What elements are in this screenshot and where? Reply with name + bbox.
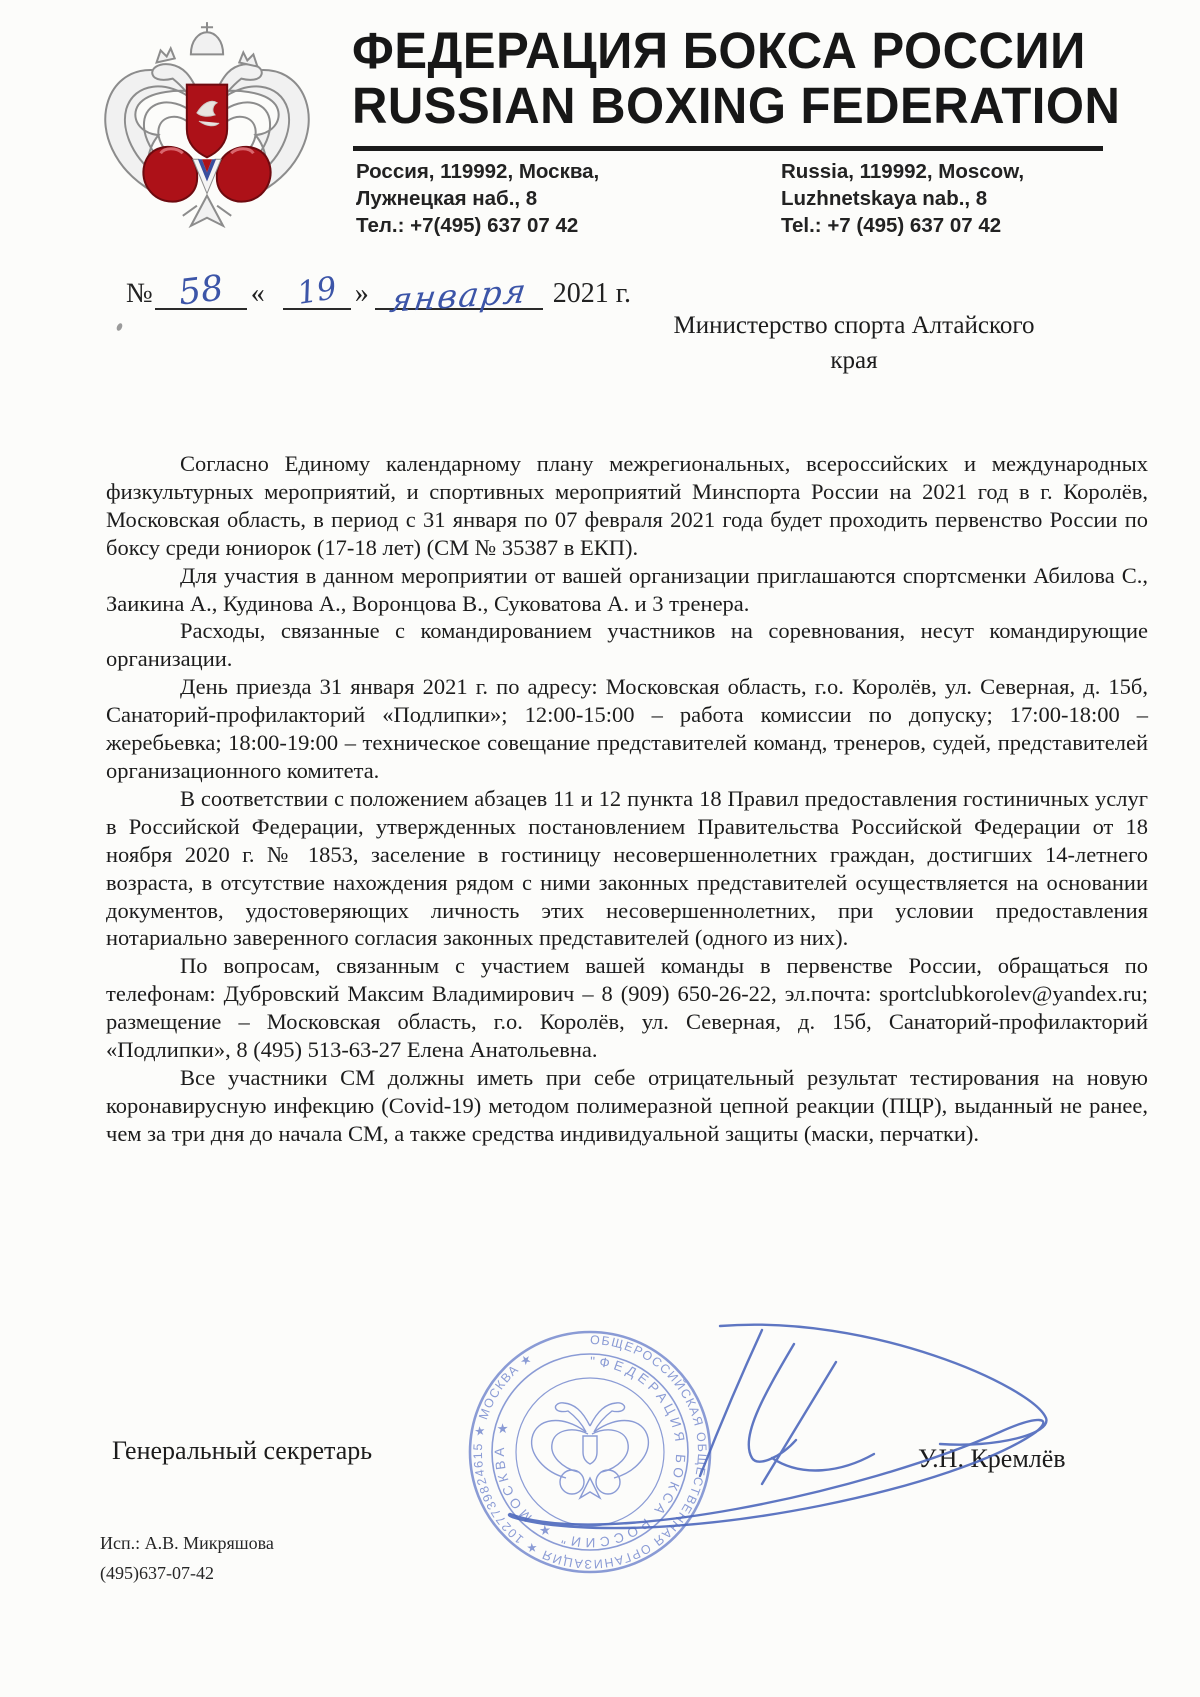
addressee-line: Министерство спорта Алтайского: [673, 312, 1035, 339]
number-sign: №: [126, 278, 153, 309]
address-ru-line: Россия, 119992, Москва,: [356, 160, 600, 183]
eagle-tail: [183, 196, 231, 226]
month-blank-line: [375, 268, 543, 321]
stamp-outer-ring-text: ОБЩЕРОССИЙСКАЯ ОБЩЕСТВЕННАЯ ОРГАНИЗАЦИЯ ★ 1027739824615 ★ МОСКВА ★: [470, 1332, 710, 1572]
stamp-inner-ring-text: "ФЕДЕРАЦИЯ БОКСА РОССИИ" ★ МОСКВА ★: [491, 1353, 689, 1551]
body-paragraph: День приезда 31 января 2021 г. по адресу: Московская область, г.о. Королёв, ул. Северная, д. 15б, Санаторий-профилакторий «Подлипки»; 12:00-15:00 – работа комиссии по допуску; 17:00-18:00 – жеребьевка; 18:00-19:00 – техническое совещание представителей команд, тренеров, судей, представителей организационного комитета.: [106, 674, 1148, 783]
body-paragraphs: [106, 450, 1148, 1148]
number-blank-line: [155, 268, 247, 314]
round-stamp-and-signature: [440, 1306, 1090, 1606]
addressee-line: края: [830, 347, 878, 374]
body-paragraph: В соответствии с положением абзацев 11 и 12 пункта 18 Правил предоставления гостиничных услуг в Российской Федерации, утвержденных постановлением Правительства Российской Федерации от 18 ноября 2020 г. № 1853, заселение в гостиницу несовершеннолетних граждан, достигших 14-летнего возраста, в отсутствие нахождения рядом с ними законных представителей осуществляется на основании документов, удостоверяющих личность этих несовершеннолетних, при условии предоставления нотариально заверенного согласия законных представителей (одного из них).: [106, 785, 1148, 951]
signer-position-title: Генеральный секретарь: [112, 1436, 373, 1465]
scan-artifact-dot: [116, 322, 124, 331]
left-small-crown: [157, 48, 175, 62]
red-shield: [187, 85, 227, 158]
body-paragraph: Для участия в данном мероприятии от вашей организации приглашаются спортсменки Абилова С., Заикина А., Кудинова А., Воронцова В., Суковатова А. и 3 тренера.: [106, 562, 1148, 616]
executor-name: Исп.: А.В. Микряшова: [100, 1533, 274, 1553]
rbf-eagle-emblem-logo: [86, 8, 328, 240]
handwritten-day: 19: [294, 270, 340, 312]
address-en-line: Russia, 119992, Moscow,: [781, 160, 1025, 183]
body-paragraph: Все участники СМ должны иметь при себе отрицательный результат тестирования на новую коронавирусную инфекцию (Covid-19) методом полимеразной цепной реакции (ПЦР), выданный не ранее, чем за три дня до начала СМ, а также средства индивидуальной защиты (маски, перчатки).: [106, 1064, 1148, 1146]
addressee-block: [628, 308, 1080, 378]
address-en-line: Luzhnetskaya nab., 8: [781, 187, 988, 210]
central-crown: [191, 22, 223, 54]
handwritten-month: января: [387, 270, 531, 321]
body-paragraph: По вопросам, связанным с участием вашей команды в первенстве России, обращаться по телефонам: Дубровский Максим Владимирович – 8 (909) 650-26-22, эл.почта: sportclubkorolev@yandex.ru; размещение – Московская область, г.о. Королёв, ул. Северная, д. 15б, Санаторий-профилакторий «Подлипки», 8 (495) 513-63-27 Елена Анатольевна.: [106, 953, 1148, 1063]
close-quote: »: [354, 278, 369, 309]
org-name-english: RUSSIAN BOXING FEDERATION: [352, 78, 1121, 135]
body-paragraph: Согласно Единому календарному плану межрегиональных, всероссийских и международных физкультурных мероприятий, и спортивных мероприятий Минспорта России на 2021 год в г. Королёв, Московская область, в период с 31 января по 07 февраля 2021 года будет проходить первенство России по боксу среди юниорок (17-18 лет) (СМ № 35387 в ЕКП).: [106, 451, 1148, 560]
day-blank-line: [283, 268, 351, 310]
round-stamp: [470, 1332, 710, 1572]
address-ru-line: Лужнецкая наб., 8: [356, 187, 538, 210]
handwritten-letter-number: 58: [176, 268, 226, 314]
org-name-russian: ФЕДЕРАЦИЯ БОКСА РОССИИ: [352, 23, 1086, 80]
open-quote: «: [250, 278, 265, 309]
executor-phone: (495)637-07-42: [100, 1563, 214, 1583]
address-block-english: [781, 158, 1024, 239]
address-ru-line: Тел.: +7(495) 637 07 42: [356, 214, 579, 237]
executor-block: [100, 1528, 274, 1588]
handwritten-signature: [509, 1325, 1047, 1528]
year-label: 2021 г.: [552, 278, 632, 309]
letterhead-divider: [353, 146, 1103, 151]
address-en-line: Tel.: +7 (495) 637 07 42: [781, 214, 1002, 237]
body-paragraph: Расходы, связанные с командированием участников на соревнования, несут командирующие организации.: [106, 618, 1148, 672]
stamp-eagle-icon: [532, 1403, 649, 1498]
reference-date-line: [126, 258, 632, 321]
signer-name: У.Н. Кремлёв: [918, 1444, 1066, 1473]
address-block-russian: [356, 158, 599, 239]
